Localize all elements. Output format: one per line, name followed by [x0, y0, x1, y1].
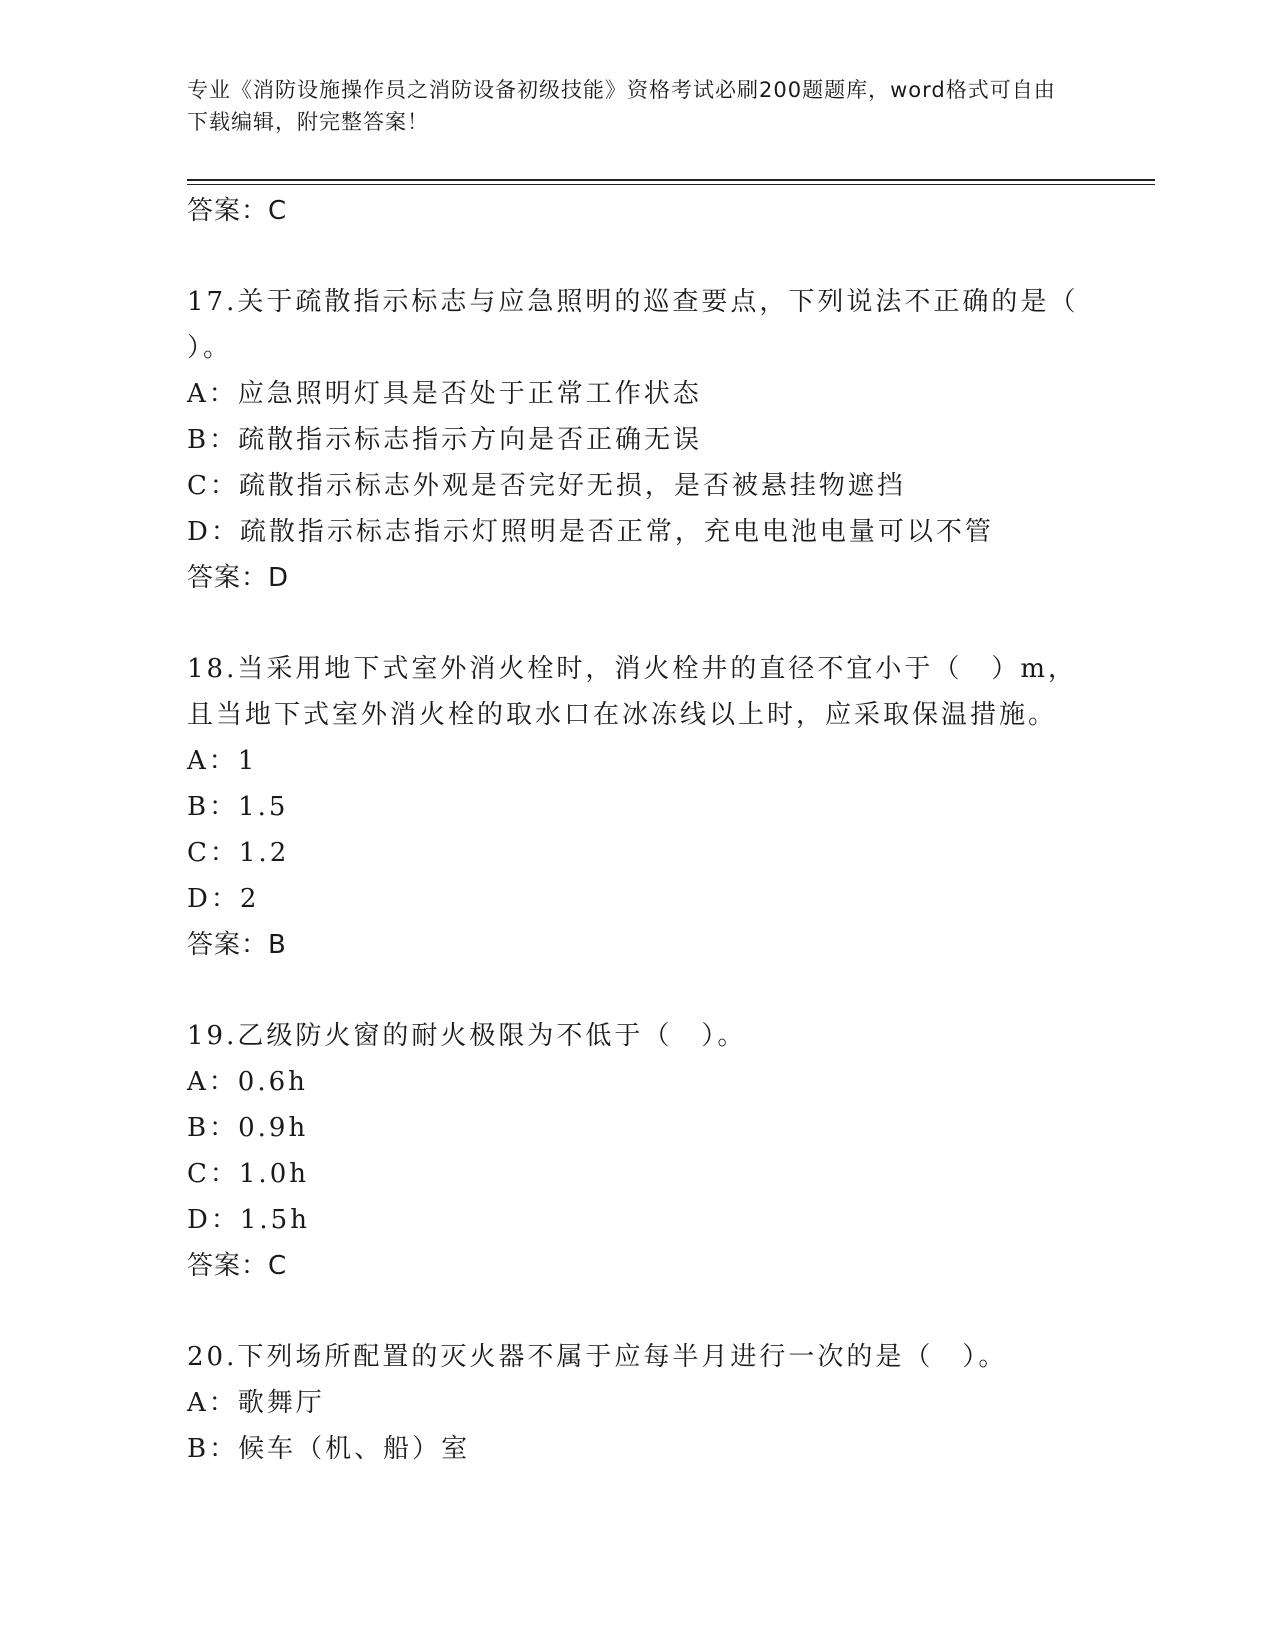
question-text: 17.关于疏散指示标志与应急照明的巡查要点，下列说法不正确的是（ ）。 — [187, 287, 1079, 363]
option-a: A：歌舞厅 — [187, 1388, 325, 1418]
answer-line: 答案：B — [187, 930, 287, 960]
option-d: D：疏散指示标志指示灯照明是否正常，充电电池电量可以不管 — [187, 517, 994, 547]
question-20 — [187, 1334, 1087, 1472]
option-b: B：疏散指示标志指示方向是否正确无误 — [187, 425, 703, 455]
option-b: B：1.5 — [187, 792, 289, 822]
option-b: B：候车（机、船）室 — [187, 1434, 471, 1464]
question-text: 18.当采用地下式室外消火栓时，消火栓井的直径不宜小于（ ）m，且当地下式室外消火栓的取水口在冰冻线以上时，应采取保温措施。 — [187, 654, 1078, 730]
header-divider — [187, 179, 1155, 181]
answer-line: 答案：D — [187, 563, 290, 593]
option-a: A：应急照明灯具是否处于正常工作状态 — [187, 379, 702, 409]
question-list — [187, 188, 1087, 1472]
option-c: C：1.0h — [187, 1159, 309, 1189]
option-d: D：2 — [187, 884, 260, 914]
option-d: D：1.5h — [187, 1205, 310, 1235]
header-divider-thin — [187, 184, 1155, 185]
question-text: 19.乙级防火窗的耐火极限为不低于（ ）。 — [187, 1021, 747, 1051]
document-header: 专业《消防设施操作员之消防设备初级技能》资格考试必刷200题题库，word格式可自由下载编辑，附完整答案！ — [187, 78, 1056, 134]
answer-line: 答案：C — [187, 1251, 288, 1281]
option-c: C：1.2 — [187, 838, 290, 868]
option-b: B：0.9h — [187, 1113, 309, 1143]
option-c: C：疏散指示标志外观是否完好无损，是否被悬挂物遮挡 — [187, 471, 906, 501]
option-a: A：0.6h — [187, 1067, 308, 1097]
option-a: A：1 — [187, 746, 258, 776]
question-19 — [187, 1013, 1087, 1289]
question-text: 20.下列场所配置的灭火器不属于应每半月进行一次的是（ ）。 — [187, 1342, 1008, 1372]
question-17 — [187, 279, 1087, 601]
answer-line: 答案：C — [187, 196, 288, 226]
question-18 — [187, 646, 1087, 968]
